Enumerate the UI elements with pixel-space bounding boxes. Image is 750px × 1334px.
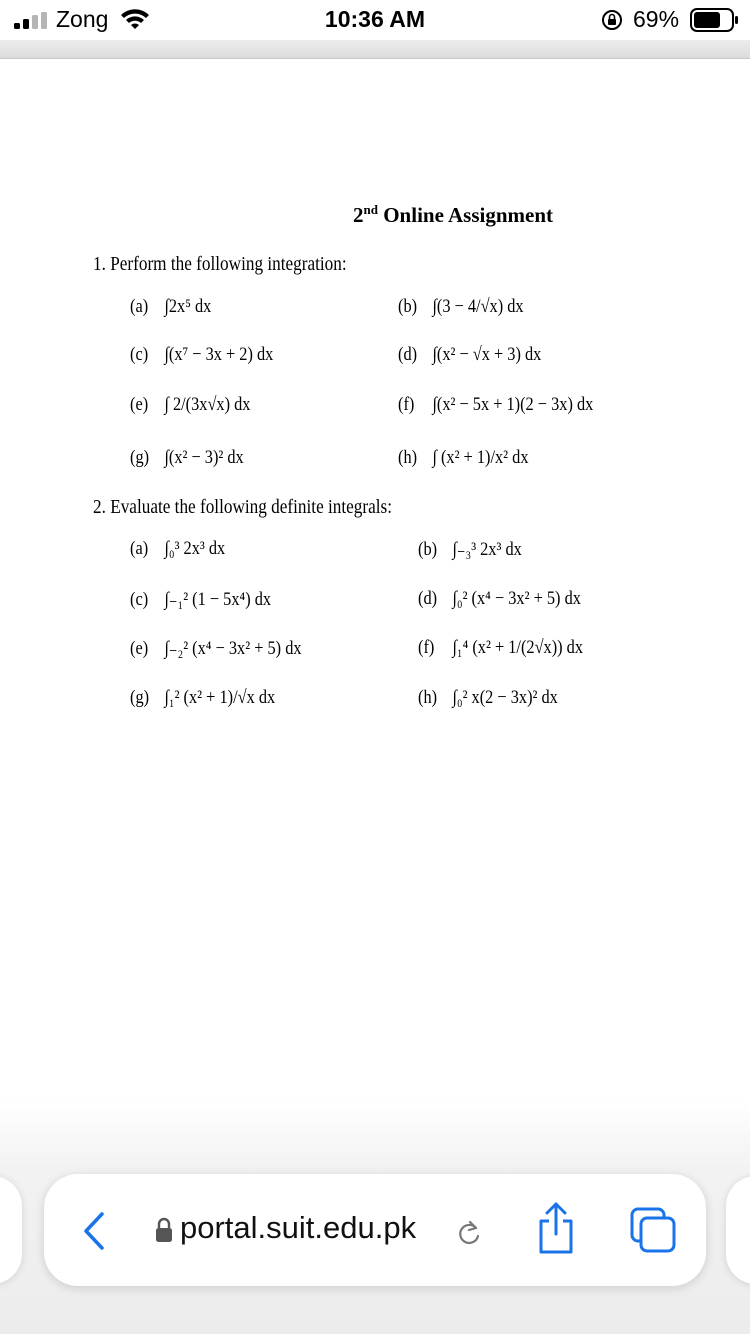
q2-item-b: (b) ∫₋₃³ 2x³ dx: [418, 539, 522, 560]
q1-item-e: (e) ∫ 2/(3x√x) dx: [130, 394, 251, 415]
q2-item-a: (a) ∫₀³ 2x³ dx: [130, 538, 226, 559]
question-2-heading: 2. Evaluate the following definite integrals:: [93, 496, 393, 518]
clock: 10:36 AM: [324, 6, 426, 32]
document-page: [0, 60, 750, 1100]
reload-icon[interactable]: [456, 1219, 482, 1247]
battery-percent: 69%: [633, 6, 680, 32]
q2-item-f: (f) ∫₁⁴ (x² + 1/(2√x)) dx: [418, 637, 584, 658]
url-text[interactable]: portal.suit.edu.pk: [180, 1210, 417, 1245]
document-title: 2nd Online Assignment: [353, 202, 554, 227]
q2-item-e: (e) ∫₋₂² (x⁴ − 3x² + 5) dx: [130, 638, 302, 659]
battery-icon: [690, 8, 740, 32]
orientation-lock-icon: [601, 9, 623, 31]
q1-item-h: (h) ∫ (x² + 1)/x² dx: [398, 447, 529, 468]
q2-item-h: (h) ∫₀² x(2 − 3x)² dx: [418, 687, 558, 708]
page-top-edge: [0, 40, 750, 59]
status-bar: [0, 0, 750, 40]
padlock-icon: [155, 1217, 173, 1243]
q1-item-a: (a) ∫2x⁵ dx: [130, 296, 212, 317]
back-button[interactable]: [78, 1210, 112, 1252]
q1-item-b: (b) ∫(3 − 4/√x) dx: [398, 296, 524, 317]
tabs-icon[interactable]: [628, 1205, 678, 1255]
q1-item-c: (c) ∫(x⁷ − 3x + 2) dx: [130, 344, 274, 365]
q1-item-f: (f) ∫(x² − 5x + 1)(2 − 3x) dx: [398, 394, 594, 415]
question-1-heading: 1. Perform the following integration:: [93, 253, 347, 275]
q1-item-d: (d) ∫(x² − √x + 3) dx: [398, 344, 542, 365]
carrier-name: Zong: [56, 6, 109, 32]
q2-item-d: (d) ∫₀² (x⁴ − 3x² + 5) dx: [418, 588, 581, 609]
q2-item-c: (c) ∫₋₁² (1 − 5x⁴) dx: [130, 589, 272, 610]
q2-item-g: (g) ∫₁² (x² + 1)/√x dx: [130, 687, 276, 708]
share-icon[interactable]: [535, 1201, 577, 1255]
q1-item-g: (g) ∫(x² − 3)² dx: [130, 447, 244, 468]
next-tab-peek[interactable]: [726, 1176, 750, 1284]
